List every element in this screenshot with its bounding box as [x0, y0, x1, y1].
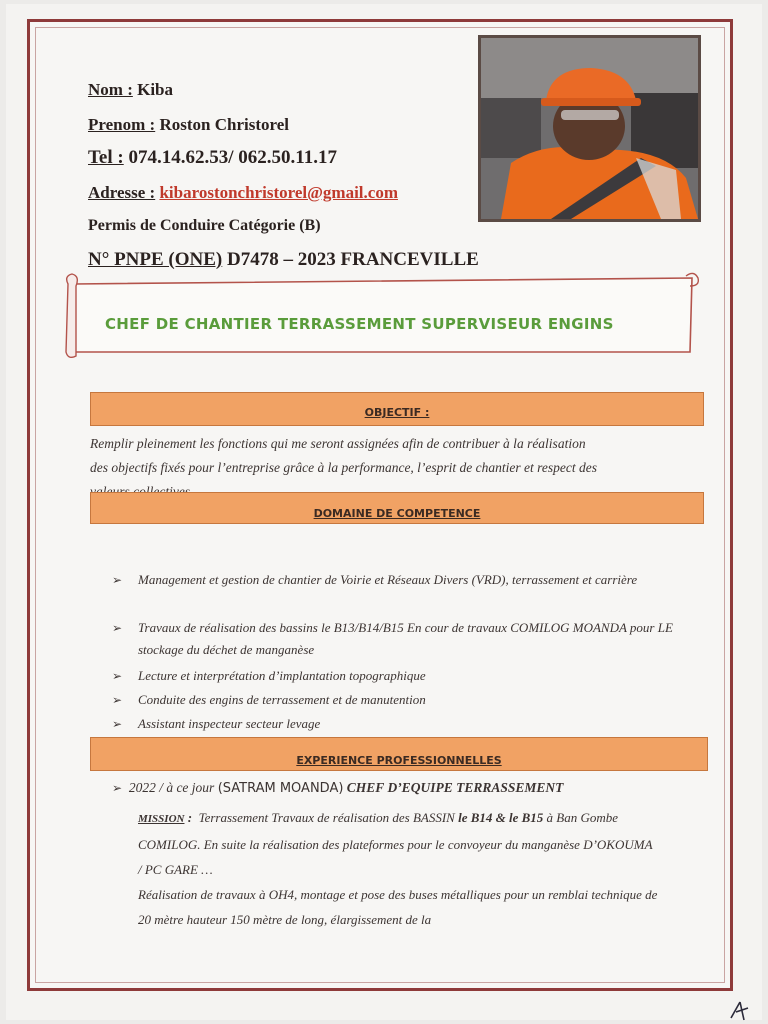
tel-value: 074.14.62.53/ 062.50.11.17 — [128, 147, 337, 168]
competence-heading: DOMAINE DE COMPETENCE — [313, 507, 481, 520]
competence-band — [90, 492, 704, 524]
experience-period: 2022 / à ce jour — [128, 780, 215, 795]
nom-value: Kiba — [137, 80, 174, 99]
experience-role: CHEF D’EQUIPE TERRASSEMENT — [346, 780, 564, 795]
profile-photo — [478, 35, 701, 222]
experience-entry — [112, 780, 712, 796]
arrow-bullet-icon: ➢ — [112, 717, 123, 731]
nom-line — [88, 80, 173, 100]
tel-line — [88, 147, 337, 169]
mission-label: MISSION — [138, 813, 185, 825]
signature-mark-icon — [728, 998, 752, 1022]
experience-company: (SATRAM MOANDA) — [217, 781, 344, 796]
adresse-line — [88, 183, 398, 203]
prenom-value: Roston Christorel — [159, 115, 289, 134]
objectif-line: des objectifs fixés pour l’entreprise grâce à la performance, l’esprit de chantier et respect des — [90, 460, 598, 475]
mission-bassins: le B14 & le B15 — [458, 810, 544, 825]
experience-band — [90, 737, 708, 771]
pnpe-label: N° PNPE (ONE) — [88, 249, 223, 270]
photo-illustration — [481, 38, 698, 219]
competence-item — [112, 617, 702, 661]
competence-item — [112, 689, 702, 711]
arrow-bullet-icon: ➢ — [112, 573, 123, 587]
mission-block: MISSION : Terrassement Travaux de réalisation des BASSIN le B14 & le B15 à Ban Gombe COMILOG. En suite la réalisation des plateformes pour le convoyeur du manganèse D’OKOUMA / PC GARE … Réalisation de travaux à OH4, montage et pose des buses métalliques pour un remblai technique de 20 mètre hauteur 150 mètre de long, élargissement de la — [138, 805, 658, 932]
prenom-label: Prenom : — [88, 115, 156, 134]
prenom-line — [88, 115, 289, 135]
competence-item — [112, 665, 702, 687]
email-link[interactable]: kibarostonchristorel@gmail.com — [159, 183, 398, 202]
experience-heading: EXPERIENCE PROFESSIONNELLES — [296, 754, 502, 767]
nom-label: Nom : — [88, 80, 133, 99]
competence-item-text: Assistant inspecteur secteur levage — [138, 716, 321, 731]
permis-text: Permis de Conduire Catégorie (B) — [88, 217, 321, 234]
arrow-bullet-icon: ➢ — [112, 693, 123, 707]
competence-item — [112, 713, 702, 735]
competence-item-text: Management et gestion de chantier de Voirie et Réseaux Divers (VRD), terrassement et carrière — [138, 572, 638, 587]
mission-text: Terrassement Travaux de réalisation des BASSIN — [198, 810, 455, 825]
arrow-bullet-icon: ➢ — [112, 669, 123, 683]
competence-item-text: Travaux de réalisation des bassins le B13/B14/B15 En cour de travaux COMILOG MOANDA pour LE stockage du déchet de manganèse — [138, 620, 673, 657]
arrow-bullet-icon: ➢ — [112, 621, 123, 635]
pnpe-line — [88, 249, 479, 271]
tel-label: Tel : — [88, 147, 124, 168]
mission-details: Réalisation de travaux à OH4, montage et pose des buses métalliques pour un remblai technique de 20 mètre hauteur 150 mètre de long, élargissement de la — [138, 887, 658, 927]
mission-text-continued: à Ban Gombe COMILOG. En suite la réalisation des plateformes pour le convoyeur du manganèse D’OKOUMA / PC GARE … — [138, 810, 653, 877]
objectif-line: Remplir pleinement les fonctions qui me seront assignées afin de contribuer à la réalisation — [90, 436, 586, 451]
objectif-heading: OBJECTIF : — [364, 406, 430, 419]
job-title: CHEF DE CHANTIER TERRASSEMENT SUPERVISEUR ENGINS — [105, 315, 614, 333]
competence-item — [112, 569, 702, 591]
competence-item-text: Conduite des engins de terrassement et de manutention — [138, 692, 426, 707]
pnpe-value: D7478 – 2023 FRANCEVILLE — [227, 249, 479, 270]
adresse-label: Adresse : — [88, 183, 156, 202]
arrow-bullet-icon: ➢ — [112, 781, 123, 795]
permis-line — [88, 217, 321, 235]
competence-item-text: Lecture et interprétation d’implantation topographique — [138, 668, 426, 683]
objectif-band — [90, 392, 704, 426]
